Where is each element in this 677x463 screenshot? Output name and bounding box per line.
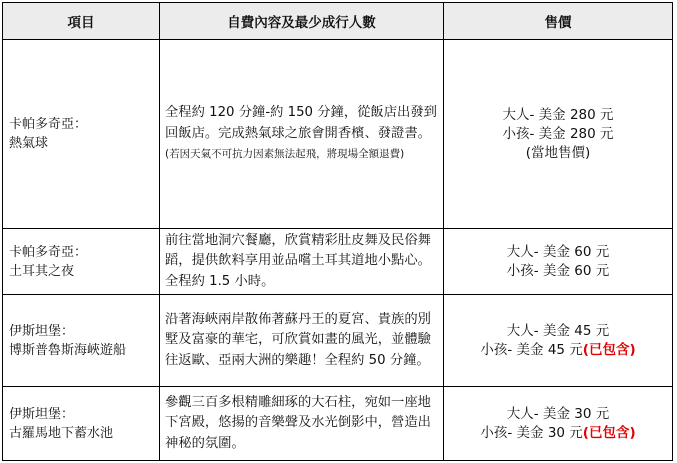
description-text: 前往當地洞穴餐廳，欣賞精彩肚皮舞及民俗舞蹈，提供飲料享用並品嚐土耳其道地小點心。全程約 1.5 小時。 — [165, 232, 431, 289]
header-content: 自費內容及最少成行人數 — [160, 3, 444, 40]
price-adult: 大人- 美金 30 元 — [506, 405, 610, 422]
table-row — [3, 387, 673, 461]
table-row — [3, 40, 673, 229]
table-row — [3, 229, 673, 295]
optional-tours-table — [2, 2, 673, 461]
price-child-line — [444, 424, 672, 443]
included-tag: (已包含) — [582, 341, 636, 358]
price-child: 小孩- 美金 280 元 — [502, 125, 614, 142]
description-cell — [160, 229, 444, 295]
item-cell — [3, 387, 160, 461]
price-adult: 大人- 美金 60 元 — [506, 243, 610, 260]
included-tag: (已包含) — [582, 424, 636, 441]
price-cell — [444, 295, 673, 387]
header-price: 售價 — [444, 3, 673, 40]
price-adult: 大人- 美金 280 元 — [502, 106, 614, 123]
description-cell — [160, 387, 444, 461]
optional-tours-table-wrapper — [2, 2, 673, 461]
description-cell — [160, 295, 444, 387]
price-note: (當地售價) — [525, 144, 591, 161]
price-cell — [444, 387, 673, 461]
price-child-line — [444, 341, 672, 360]
price-child: 小孩- 美金 30 元 — [480, 424, 583, 441]
description-text: 全程約 120 分鐘-約 150 分鐘，從飯店出發到回飯店。完成熱氣球之旅會開香檳、發證書。 — [165, 105, 437, 141]
item-cell — [3, 40, 160, 229]
item-name: 古羅馬地下蓄水池 — [9, 425, 114, 441]
price-child: 小孩- 美金 60 元 — [506, 262, 610, 279]
item-name: 熱氣球 — [9, 136, 49, 151]
item-name: 博斯普魯斯海峽遊船 — [9, 342, 127, 358]
table-row — [3, 295, 673, 387]
table-header-row — [3, 3, 673, 40]
item-location: 卡帕多奇亞： — [9, 117, 88, 132]
item-cell — [3, 229, 160, 295]
price-cell — [444, 229, 673, 295]
price-adult: 大人- 美金 45 元 — [506, 322, 610, 339]
price-cell — [444, 40, 673, 229]
item-location: 伊斯坦堡： — [9, 406, 75, 422]
item-name: 土耳其之夜 — [9, 263, 75, 279]
item-location: 伊斯坦堡： — [9, 323, 75, 339]
price-child: 小孩- 美金 45 元 — [480, 341, 583, 358]
description-note: (若因天氣不可抗力因素無法起飛，將現場全額退費) — [165, 148, 405, 161]
header-item: 項目 — [3, 3, 160, 40]
description-text: 沿著海峽兩岸散佈著蘇丹王的夏宮、貴族的別墅及富豪的華宅，可欣賞如畫的風光，並體驗往返歐、亞兩大洲的樂趣！全程約 50 分鐘。 — [165, 311, 431, 368]
item-cell — [3, 295, 160, 387]
description-cell — [160, 40, 444, 229]
item-location: 卡帕多奇亞： — [9, 244, 88, 260]
description-text: 參觀三百多根精雕細琢的大石柱，宛如一座地下宮殿，悠揚的音樂聲及水光倒影中，營造出神秘的氛圍。 — [165, 394, 431, 451]
